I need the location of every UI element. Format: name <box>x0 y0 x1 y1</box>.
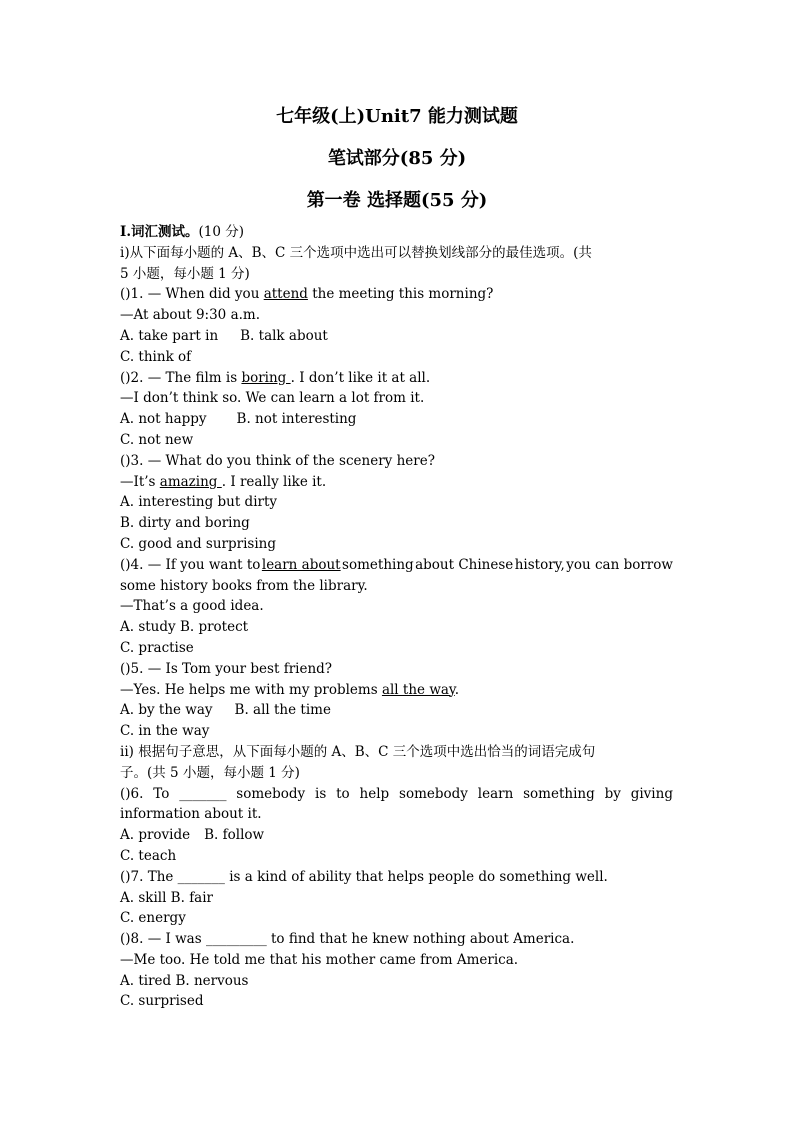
question-3-underlined: amazing <box>159 473 222 490</box>
question-6-part: giving <box>630 785 673 802</box>
question-1-pre: ()1. — When did you <box>120 286 264 303</box>
question-6-part: is <box>315 785 327 802</box>
question-8-option-c: C. surprised <box>120 993 204 1010</box>
question-1-post: the meeting this morning? <box>307 286 494 303</box>
question-6-option-a: A. provide <box>120 827 191 844</box>
question-6-part: by <box>604 785 621 802</box>
question-3-option-a: A. interesting but dirty <box>120 494 278 511</box>
document-title: 七年级(上)Unit7 能力测试题 <box>276 106 518 127</box>
question-5-answer-pre: —Yes. He helps me with my problems <box>120 681 382 698</box>
question-6-option-c: C. teach <box>120 847 177 864</box>
question-4-part: history, <box>514 556 565 573</box>
question-6-stem <box>120 784 673 805</box>
instruction-ii: ii) 根据句子意思，从下面每小题的 A、B、C 三个选项中选出恰当的词语完成句 <box>120 743 596 760</box>
question-3-stem: ()3. — What do you think of the scenery here? <box>120 452 435 469</box>
question-7-option-c: C. energy <box>120 910 186 927</box>
question-3-answer-post: . I really like it. <box>221 473 327 490</box>
question-4-option-c: C. practise <box>120 639 194 656</box>
question-6-part: somebody <box>399 785 468 802</box>
question-4-options-ab: A. study B. protect <box>120 619 249 636</box>
question-4-part: ()4. — If you want to <box>120 556 261 573</box>
question-1-underlined: attend <box>263 286 308 303</box>
question-2-options-ab <box>120 409 673 430</box>
question-5-answer <box>120 680 673 701</box>
question-2-option-c: C. not new <box>120 431 194 448</box>
question-6-part: to <box>336 785 350 802</box>
question-1-option-a: A. take part in <box>120 327 219 344</box>
question-4-part: about Chinese <box>415 556 514 573</box>
question-6-part: help <box>359 785 390 802</box>
question-2-underlined: boring <box>241 369 291 386</box>
question-7-stem: ()7. The _______ is a kind of ability that helps people do something well. <box>120 868 608 885</box>
question-8-stem: ()8. — I was _________ to find that he knew nothing about America. <box>120 931 575 948</box>
question-2-pre: ()2. — The film is <box>120 369 242 386</box>
question-5-option-b: B. all the time <box>234 702 331 719</box>
question-6-part: To <box>153 785 170 802</box>
question-2-stem <box>120 368 673 389</box>
instruction-i: i)从下面每小题的 A、B、C 三个选项中选出可以替换划线部分的最佳选项。(共 <box>120 244 592 261</box>
question-6-part: something <box>523 785 595 802</box>
question-4-answer: —That’s a good idea. <box>120 598 264 615</box>
question-1-option-c: C. think of <box>120 348 192 365</box>
question-2-answer: —I don’t think so. We can learn a lot from it. <box>120 390 425 407</box>
document-subtitle: 笔试部分(85 分) <box>327 148 467 169</box>
part-heading <box>120 222 673 243</box>
question-6-part: ()6. <box>120 785 144 802</box>
question-6-blank: _______ <box>179 785 227 802</box>
question-5-underlined: all the way <box>381 681 455 698</box>
question-3-option-c: C. good and surprising <box>120 535 277 552</box>
question-4-part: you can borrow <box>566 556 673 573</box>
question-5-option-a: A. by the way <box>120 702 213 719</box>
question-3-option-b: B. dirty and boring <box>120 515 250 532</box>
question-2-option-b: B. not interesting <box>236 411 357 428</box>
question-4-underlined: learn about <box>261 556 341 573</box>
question-6-options-ab <box>120 825 673 846</box>
part-heading-label: I.词汇测试。 <box>120 224 199 240</box>
question-4-part: something <box>342 556 414 573</box>
question-2-option-a: A. not happy <box>120 411 207 428</box>
question-4-stem-cont: some history books from the library. <box>120 577 368 594</box>
question-6-part: somebody <box>236 785 306 802</box>
question-5-answer-post: . <box>454 681 460 698</box>
question-6-part: learn <box>477 785 514 802</box>
question-1-option-b: B. talk about <box>240 327 328 344</box>
question-6-option-b: B. follow <box>204 827 265 844</box>
question-1-options-ab <box>120 326 673 347</box>
question-1-answer: —At about 9:30 a.m. <box>120 307 260 324</box>
question-5-options-ab <box>120 700 673 721</box>
instruction-i-cont: 5 小题，每小题 1 分) <box>120 265 250 282</box>
question-body <box>120 222 673 1012</box>
question-6-stem-cont: information about it. <box>120 806 262 823</box>
question-8-options-ab: A. tired B. nervous <box>120 972 249 989</box>
question-2-post: . I don’t like it at all. <box>290 369 431 386</box>
question-3-answer-pre: —It’s <box>120 473 160 490</box>
question-5-stem: ()5. — Is Tom your best friend? <box>120 660 333 677</box>
question-7-options-ab: A. skill B. fair <box>120 889 214 906</box>
question-8-answer: —Me too. He told me that his mother came from America. <box>120 951 519 968</box>
question-4-stem <box>120 555 673 576</box>
question-5-option-c: C. in the way <box>120 723 210 740</box>
instruction-ii-cont: 子。(共 5 小题，每小题 1 分) <box>120 764 300 781</box>
section-heading: 第一卷 选择题(55 分) <box>306 190 488 211</box>
question-3-answer <box>120 472 673 493</box>
part-heading-score: (10 分) <box>198 224 245 240</box>
question-1-stem <box>120 284 673 305</box>
